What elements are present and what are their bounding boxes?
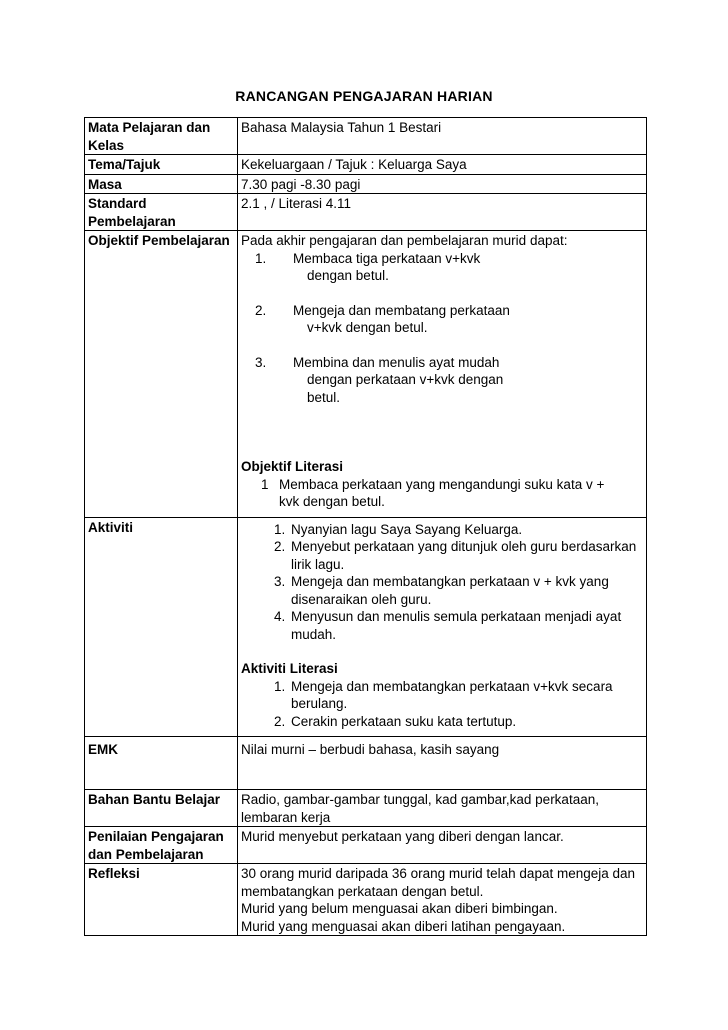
lesson-plan-table (84, 117, 647, 936)
list-item: 3. Mengeja dan membatangkan perkataan v + kvk yang disenaraikan oleh guru. (289, 573, 643, 608)
row-label: Penilaian Pengajaran dan Pembelajaran (85, 827, 238, 864)
list-item: 1. Mengeja dan membatangkan perkataan v+kvk secara berulang. (289, 678, 643, 713)
list-item: 2. Cerakin perkataan suku kata tertutup. (289, 713, 643, 731)
table-row (85, 194, 647, 231)
row-label: EMK (85, 737, 238, 790)
table-row (85, 118, 647, 155)
table-row (85, 174, 647, 194)
objektif-literasi-heading: Objektif Literasi (241, 459, 344, 474)
row-value: Nilai murni – berbudi bahasa, kasih sayang (238, 737, 647, 790)
table-row (85, 827, 647, 864)
refleksi-line: 30 orang murid daripada 36 orang murid telah dapat mengeja dan membatangkan perkataan dengan betul. (241, 866, 636, 899)
objektif-item: 1. Membaca tiga perkataan v+kvk dengan betul. (255, 250, 481, 283)
table-row (85, 864, 647, 936)
row-value: Bahasa Malaysia Tahun 1 Bestari (238, 118, 647, 155)
objektif-item: 2. Mengeja dan membatang perkataan v+kvk dengan betul. (255, 302, 510, 335)
table-row (85, 155, 647, 175)
row-value: 2.1 , / Literasi 4.11 (238, 194, 647, 231)
objektif-item: 3. Membina dan menulis ayat mudah dengan perkataan v+kvk dengan betul. (255, 354, 504, 405)
refleksi-cell (238, 864, 647, 936)
row-label: Aktiviti (85, 517, 238, 737)
aktiviti-literasi-heading: Aktiviti Literasi (241, 661, 338, 676)
document-title: RANCANGAN PENGAJARAN HARIAN (235, 88, 493, 104)
objektif-literasi-item: 1 Membaca perkataan yang mengandungi suku kata v + kvk dengan betul. (261, 476, 605, 509)
table-row (85, 790, 647, 827)
row-label: Masa (85, 174, 238, 194)
table-row (85, 231, 647, 518)
row-label: Standard Pembelajaran (85, 194, 238, 231)
aktiviti-list (241, 521, 643, 644)
aktiviti-literasi-list (241, 678, 643, 731)
row-label: Bahan Bantu Belajar (85, 790, 238, 827)
row-label: Tema/Tajuk (85, 155, 238, 175)
row-label: Refleksi (85, 864, 238, 936)
row-label: Mata Pelajaran dan Kelas (85, 118, 238, 155)
aktiviti-cell (238, 517, 647, 737)
row-value: Kekeluargaan / Tajuk : Keluarga Saya (238, 155, 647, 175)
list-item: 1. Nyanyian lagu Saya Sayang Keluarga. (289, 521, 643, 539)
table-row (85, 737, 647, 790)
table-row (85, 517, 647, 737)
objektif-cell (238, 231, 647, 518)
row-value: 7.30 pagi -8.30 pagi (238, 174, 647, 194)
row-value: Murid menyebut perkataan yang diberi dengan lancar. (238, 827, 647, 864)
objektif-intro: Pada akhir pengajaran dan pembelajaran murid dapat: (241, 233, 568, 248)
list-item: 4. Menyusun dan menulis semula perkataan menjadi ayat mudah. (289, 608, 643, 643)
row-label: Objektif Pembelajaran (85, 231, 238, 518)
refleksi-line: Murid yang menguasai akan diberi latihan pengayaan. (241, 918, 566, 934)
list-item: 2. Menyebut perkataan yang ditunjuk oleh guru berdasarkan lirik lagu. (289, 538, 643, 573)
refleksi-line: Murid yang belum menguasai akan diberi bimbingan. (241, 901, 558, 916)
row-value: Radio, gambar-gambar tunggal, kad gambar,kad perkataan, lembaran kerja (238, 790, 647, 827)
